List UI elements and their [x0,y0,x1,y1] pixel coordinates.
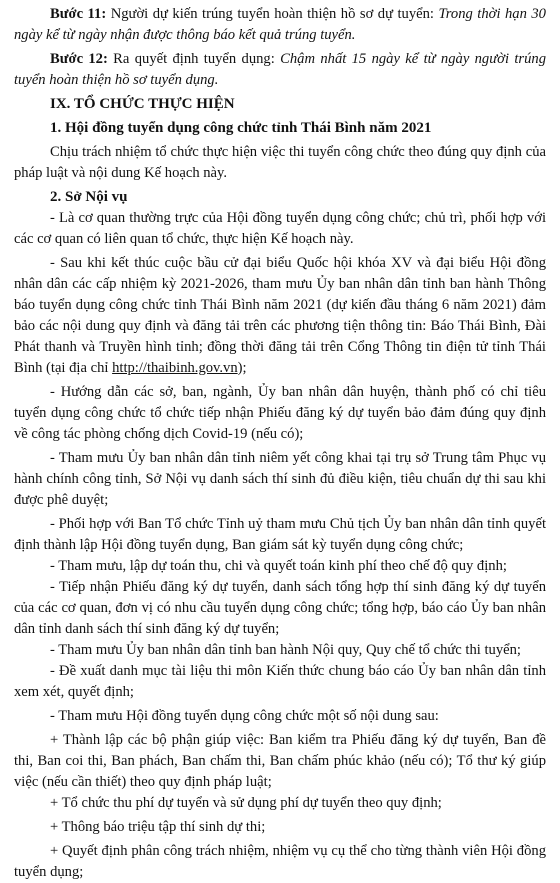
paragraph-phan-cong: + Quyết định phân công trách nhiệm, nhiệm vụ cụ thể cho từng thành viên Hội đồng tuyển dụng; [14,843,546,880]
website-link[interactable]: http://thaibinh.gov.vn [112,360,238,376]
paragraph-step-11: Bước 11: Người dự kiến trúng tuyển hoàn thiện hồ sơ dự tuyển: Trong thời hạn 30 ngày kể từ ngày nhận được thông báo kết quả trúng tuyển. [14,6,546,43]
paragraph-huong-dan: - Hướng dẫn các sở, ban, ngành, Ủy ban nhân dân huyện, thành phố có chỉ tiêu tuyển dụng công chức tổ chức tiếp nhận Phiếu đăng ký dự tuyển bảo đảm đúng quy định về công tác phòng chống dịch Covid-19 (nếu có); [14,384,546,442]
paragraph-thanh-lap: + Thành lập các bộ phận giúp việc: Ban kiểm tra Phiếu đăng ký dự tuyển, Ban đề thi, Ban coi thi, Ban phách, Ban chấm thi, Ban chấm phúc khảo (nếu có); Tổ thư ký giúp việc (nếu cần thiết) theo quy định pháp luật; [14,732,546,790]
section-heading-ix: IX. TỔ CHỨC THỰC HIỆN [50,96,235,112]
paragraph-tham-muu: - Tham mưu Hội đồng tuyển dụng công chức một số nội dung sau: [50,708,439,724]
paragraph-noi-quy: - Tham mưu Ủy ban nhân dân tỉnh ban hành Nội quy, Quy chế tổ chức thi tuyển; [50,642,521,658]
step-11-label: Bước 11: [50,6,107,22]
paragraph-de-xuat: - Đề xuất danh mục tài liệu thi môn Kiến thức chung báo cáo Ủy ban nhân dân tỉnh xem xét, quyết định; [14,663,546,700]
paragraph-du-toan: - Tham mưu, lập dự toán thu, chi và quyết toán kinh phí theo chế độ quy định; [50,558,507,574]
paragraph-step-12: Bước 12: Ra quyết định tuyển dụng: Chậm nhất 15 ngày kể từ ngày người trúng tuyển hoàn thiện hồ sơ tuyển dụng. [14,51,546,88]
paragraph-phoi-hop: - Phối hợp với Ban Tổ chức Tỉnh uỷ tham mưu Chủ tịch Ủy ban nhân dân tỉnh quyết định thành lập Hội đồng tuyển dụng, Ban giám sát kỳ tuyển dụng công chức; [14,516,546,553]
heading-hoi-dong: 1. Hội đồng tuyển dụng công chức tỉnh Thái Bình năm 2021 [50,120,432,136]
paragraph-niem-yet: - Tham mưu Ủy ban nhân dân tỉnh niêm yết công khai tại trụ sở Trung tâm Phục vụ hành chính công tỉnh, Sở Nội vụ danh sách thí sinh đủ điều kiện, tiêu chuẩn dự thi sau khi được phê duyệt; [14,450,546,508]
paragraph-trieu-tap: + Thông báo triệu tập thí sinh dự thi; [50,819,266,835]
heading-so-noi-vu: 2. Sở Nội vụ [50,189,128,205]
paragraph-hoi-dong: Chịu trách nhiệm tổ chức thực hiện việc thi tuyển công chức theo đúng quy định của pháp luật và nội dung Kế hoạch này. [14,144,546,181]
paragraph-thu-phi: + Tổ chức thu phí dự tuyển và sử dụng phí dự tuyển theo quy định; [50,795,442,811]
paragraph-tiep-nhan: - Tiếp nhận Phiếu đăng ký dự tuyển, danh sách tổng hợp thí sinh đăng ký dự tuyển của các cơ quan, đơn vị có nhu cầu tuyển dụng công chức; tổng hợp, báo cáo Ủy ban nhân dân tỉnh danh sách thí sinh đăng ký dự tuyển; [14,579,546,637]
step-12-label: Bước 12: [50,51,108,67]
paragraph-co-quan-thuong-truc: - Là cơ quan thường trực của Hội đồng tuyển dụng công chức; chủ trì, phối hợp với các cơ quan có liên quan tổ chức, thực hiện Kế hoạch này. [14,210,546,247]
paragraph-thong-bao-tuyen-dung: - Sau khi kết thúc cuộc bầu cử đại biểu Quốc hội khóa XV và đại biểu Hội đồng nhân dân các cấp nhiệm kỳ 2021-2026, tham mưu Ủy ban nhân dân tỉnh ban hành Thông báo tuyển dụng công chức tỉnh Thái Bình năm 2021 (dự kiến đầu tháng 6 năm 2021) đảm bảo các nội dung quy định và đăng tải trên các phương tiện thông tin: Báo Thái Bình, Đài Phát thanh và Truyền hình tỉnh; đồng thời đăng tải trên Cổng Thông tin điện tử tỉnh Thái Bình (tại địa chỉ http://thaibinh.gov.vn); [14,255,546,376]
